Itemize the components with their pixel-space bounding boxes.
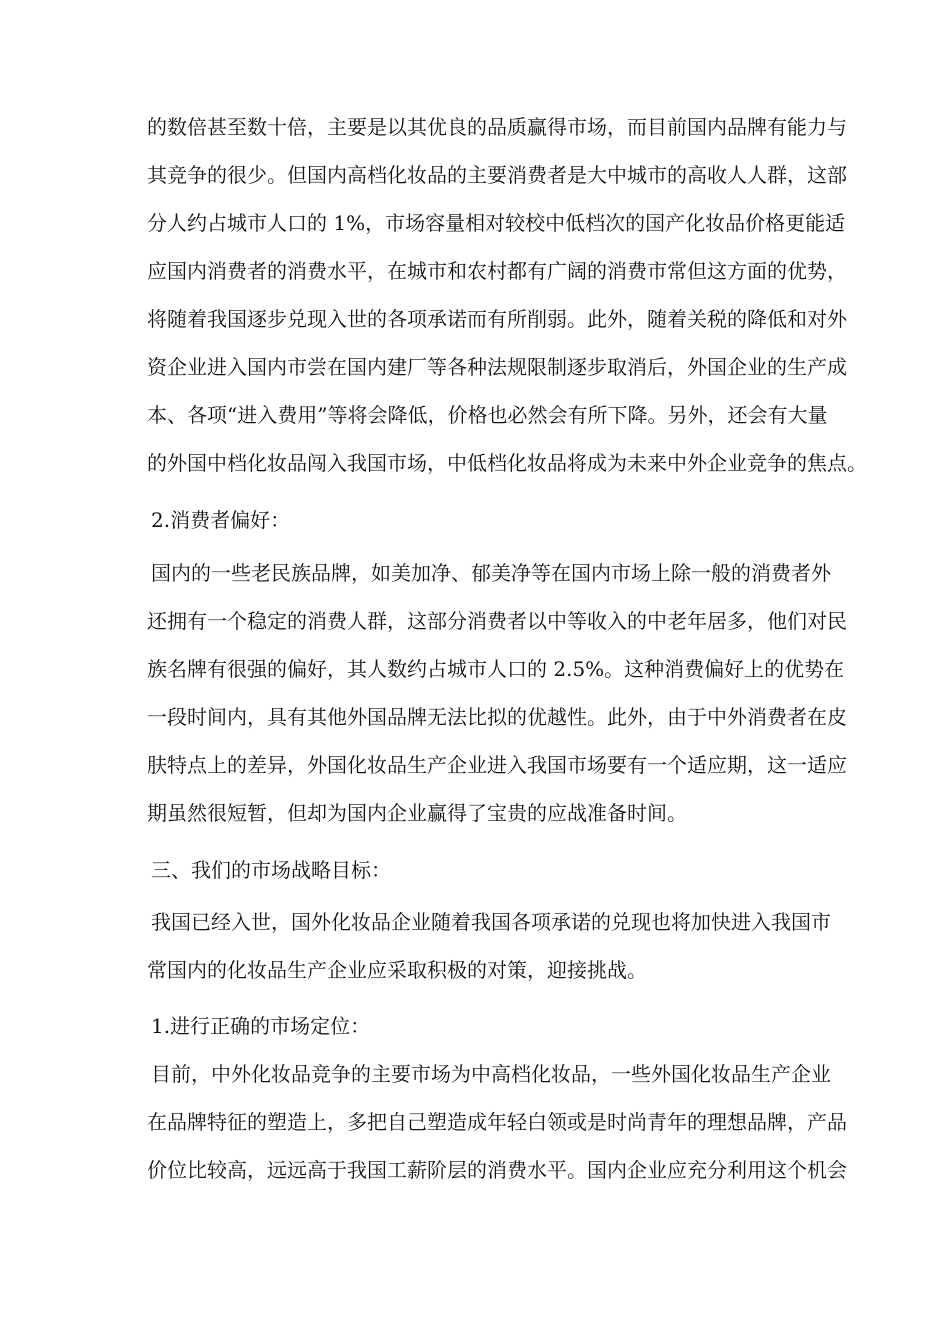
- body-text-line: 分人约占城市人口的 1%，市场容量相对较校中低档次的国产化妆品价格更能适: [147, 211, 846, 235]
- section-heading-market-positioning: 1.进行正确的市场定位：: [151, 1014, 371, 1038]
- body-text-line: 其竞争的很少。但国内高档化妆品的主要消费者是大中城市的高收人人群，这部: [147, 163, 847, 187]
- body-text-line: 价位比较高，远远高于我国工薪阶层的消费水平。国内企业应充分利用这个机会: [147, 1158, 847, 1182]
- body-text-line: 资企业进入国内市尝在国内建厂等各种法规限制逐步取消后，外国企业的生产成: [147, 355, 847, 379]
- body-text-line: 本、各项“进入费用”等将会降低，价格也必然会有所下降。另外，还会有大量: [147, 403, 828, 427]
- body-text-line: 目前，中外化妆品竞争的主要市场为中高档化妆品，一些外国化妆品生产企业: [151, 1062, 831, 1086]
- body-text-line: 应国内消费者的消费水平，在城市和农村都有广阔的消费市常但这方面的优势，: [147, 259, 847, 283]
- body-text-line: 族名牌有很强的偏好，其人数约占城市人口的 2.5%。这种消费偏好上的优势在: [147, 657, 845, 681]
- body-text-line: 期虽然很短暂，但却为国内企业赢得了宝贵的应战准备时间。: [147, 801, 687, 825]
- section-heading-market-strategy: 三、我们的市场战略目标：: [151, 858, 391, 882]
- section-heading-consumer-preference: 2.消费者偏好：: [151, 508, 291, 532]
- body-text-line: 在品牌特征的塑造上，多把自己塑造成年轻白领或是时尚青年的理想品牌，产品: [147, 1110, 847, 1134]
- body-text-line: 的数倍甚至数十倍，主要是以其优良的品质赢得市场，而目前国内品牌有能力与: [147, 115, 847, 139]
- body-text-line: 的外国中档化妆品闯入我国市场，中低档化妆品将成为未来中外企业竞争的焦点。: [147, 451, 867, 475]
- body-text-line: 国内的一些老民族品牌，如美加净、郁美净等在国内市场上除一般的消费者外: [151, 561, 831, 585]
- body-text-line: 将随着我国逐步兑现入世的各项承诺而有所削弱。此外，随着关税的降低和对外: [147, 307, 847, 331]
- body-text-line: 常国内的化妆品生产企业应采取积极的对策，迎接挑战。: [147, 958, 647, 982]
- body-text-line: 一段时间内，具有其他外国品牌无法比拟的优越性。此外，由于中外消费者在皮: [147, 705, 847, 729]
- body-text-line: 我国已经入世，国外化妆品企业随着我国各项承诺的兑现也将加快进入我国市: [151, 910, 831, 934]
- body-text-line: 还拥有一个稳定的消费人群，这部分消费者以中等收入的中老年居多，他们对民: [147, 609, 847, 633]
- body-text-line: 肤特点上的差异，外国化妆品生产企业进入我国市场要有一个适应期，这一适应: [147, 753, 847, 777]
